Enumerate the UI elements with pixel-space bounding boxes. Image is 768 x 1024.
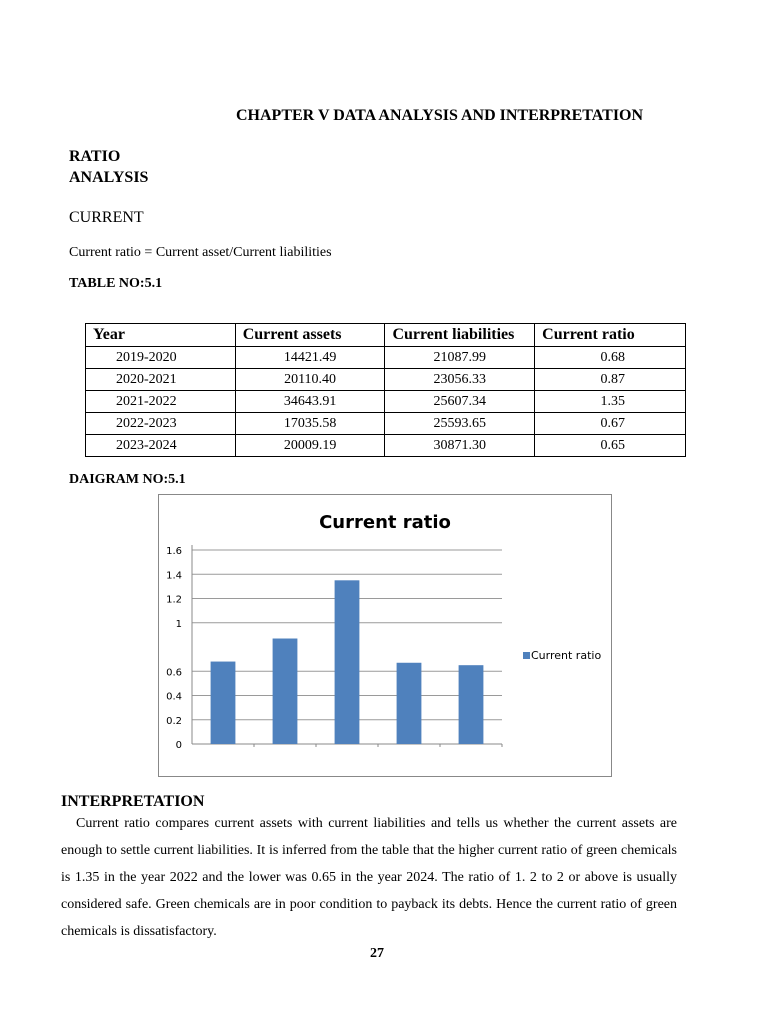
chart-y-tick-label: 0.4 [166, 691, 182, 703]
cell-current-liabilities: 30871.30 [385, 435, 535, 457]
chart-y-tick-label: 0.2 [166, 715, 182, 727]
table-row [86, 391, 686, 413]
current-ratio-table [85, 323, 686, 457]
cell-current-liabilities: 21087.99 [385, 347, 535, 369]
current-ratio-chart [158, 494, 612, 777]
cell-current-ratio: 1.35 [535, 391, 686, 413]
legend-swatch [523, 652, 530, 659]
page-number: 27 [370, 946, 384, 961]
section-title-line-1: RATIO [69, 148, 121, 165]
chart-y-tick-label: 0.6 [166, 667, 182, 679]
cell-current-assets: 17035.58 [235, 413, 385, 435]
chart-y-tick-label: 1.2 [166, 594, 182, 606]
cell-current-ratio: 0.67 [535, 413, 686, 435]
cell-current-liabilities: 25607.34 [385, 391, 535, 413]
cell-year: 2019-2020 [86, 347, 236, 369]
header-current-ratio: Current ratio [535, 324, 686, 347]
cell-year: 2022-2023 [86, 413, 236, 435]
cell-current-liabilities: 23056.33 [385, 369, 535, 391]
chart-title: Current ratio [319, 512, 451, 533]
formula-text: Current ratio = Current asset/Current liabilities [69, 245, 332, 260]
chart-bar [397, 663, 422, 744]
section-title [69, 146, 148, 188]
chart-bar [335, 580, 360, 744]
chapter-title: CHAPTER V DATA ANALYSIS AND INTERPRETATION [236, 107, 644, 124]
interpretation-title: INTERPRETATION [61, 793, 205, 810]
chart-y-tick-label: 0 [175, 740, 182, 751]
cell-current-assets: 20009.19 [235, 435, 385, 457]
interpretation-paragraph: Current ratio compares current assets with current liabilities and tells us whether the current assets are enough to settle current liabilities. It is inferred from the table that the higher current ratio of green chemicals is 1.35 in the year 2022 and the lower was 0.65 in the year 2024. The ratio of 1. 2 to 2 or above is usually considered safe. Green chemicals are in poor condition to payback its debts. Hence the current ratio of green chemicals is dissatisfactory. [61, 816, 677, 939]
chart-canvas [159, 495, 611, 776]
chart-bars [211, 580, 502, 747]
interpretation-body [61, 810, 677, 945]
chart-y-tick-label: 1.6 [166, 546, 182, 557]
cell-current-ratio: 0.68 [535, 347, 686, 369]
chart-y-tick-label: 1 [175, 618, 182, 630]
cell-year: 2023-2024 [86, 435, 236, 457]
section-title-line-2: ANALYSIS [69, 169, 149, 186]
chart-bar [273, 639, 298, 744]
table-row [86, 413, 686, 435]
cell-year: 2021-2022 [86, 391, 236, 413]
table-row [86, 347, 686, 369]
table-row [86, 435, 686, 457]
header-current-liabilities: Current liabilities [385, 324, 535, 347]
chart-y-tick-label: 1.4 [166, 570, 182, 582]
chart-bar [211, 662, 236, 744]
chart-bar [459, 665, 484, 744]
cell-current-assets: 20110.40 [235, 369, 385, 391]
cell-current-liabilities: 25593.65 [385, 413, 535, 435]
table-label: TABLE NO:5.1 [69, 276, 163, 291]
cell-current-ratio: 0.87 [535, 369, 686, 391]
legend-label: Current ratio [531, 649, 602, 662]
table-row [86, 369, 686, 391]
diagram-label: DAIGRAM NO:5.1 [69, 472, 186, 487]
table-header-row [86, 324, 686, 347]
cell-year: 2020-2021 [86, 369, 236, 391]
chart-legend [523, 649, 601, 662]
header-current-assets: Current assets [235, 324, 385, 347]
cell-current-ratio: 0.65 [535, 435, 686, 457]
header-year: Year [86, 324, 236, 347]
chart-y-axis-ticks [166, 546, 182, 751]
subsection-title: CURRENT [69, 209, 144, 226]
cell-current-assets: 14421.49 [235, 347, 385, 369]
cell-current-assets: 34643.91 [235, 391, 385, 413]
